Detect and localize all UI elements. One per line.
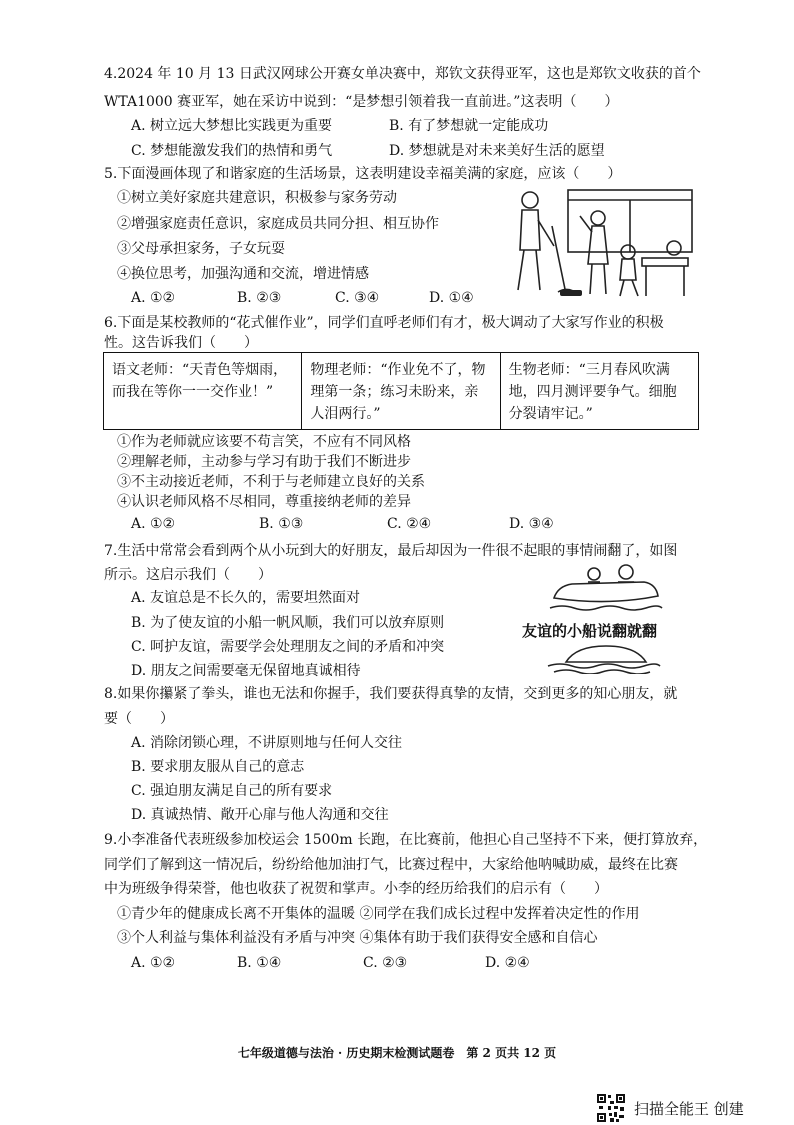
- q9-option-c: C. ②③: [363, 955, 408, 971]
- q5-option-a: A. ①②: [131, 290, 176, 306]
- q9-option-b: B. ①④: [237, 955, 282, 971]
- q7-stem-line2: 所示。这启示我们（ ）: [104, 567, 272, 583]
- q7-option-b: B. 为了使友谊的小船一帆风顺，我们可以放弃原则: [131, 615, 445, 631]
- q6-cell-chinese-teacher: 语文老师：“天青色等烟雨，而我在等你一一交作业！”: [112, 362, 288, 400]
- q5-statement-1: ①树立美好家庭共建意识，积极参与家务劳动: [117, 190, 397, 206]
- q5-statement-2: ②增强家庭责任意识，家庭成员共同分担、相互协作: [117, 216, 439, 232]
- q7-boat-caption: 友谊的小船说翻就翻: [522, 622, 658, 640]
- q7-stem-line1: 7.生活中常常会看到两个从小玩到大的好朋友，最后却因为一件很不起眼的事情闹翻了，如图: [104, 543, 678, 559]
- page-footer: 七年级道德与法治 · 历史期末检测试题卷 第 2 页共 12 页: [237, 1046, 557, 1060]
- qr-code-icon: [596, 1093, 626, 1123]
- q4-stem-line2: WTA1000 赛亚军，她在采访中说到：“是梦想引领着我一直前进。”这表明（ ）: [104, 94, 619, 110]
- q9-statements-3-4: ③个人利益与集体利益没有矛盾与冲突 ④集体有助于我们获得安全感和自信心: [117, 930, 598, 946]
- q6-cell-physics-teacher: 物理老师：“作业免不了，物理第一条；练习未盼来，亲人泪两行。”: [301, 353, 499, 429]
- q5-statement-4: ④换位思考，加强沟通和交流，增进情感: [117, 266, 369, 282]
- q6-statement-3: ③不主动接近老师，不利于与老师建立良好的关系: [117, 474, 425, 490]
- q5-statement-3: ③父母承担家务，子女玩耍: [117, 241, 285, 257]
- q6-statement-1: ①作为老师就应该要不苟言笑，不应有不同风格: [117, 434, 411, 450]
- q6-option-d: D. ③④: [509, 516, 554, 532]
- q6-stem-line2: 性。这告诉我们（ ）: [104, 335, 258, 351]
- q4-option-b: B. 有了梦想就一定能成功: [389, 118, 549, 134]
- q6-option-c: C. ②④: [387, 516, 432, 532]
- q7-option-c: C. 呵护友谊，需要学会处理朋友之间的矛盾和冲突: [131, 639, 445, 655]
- q4-options-row1: [131, 116, 548, 136]
- q6-stem-line1: 6.下面是某校教师的“花式催作业”，同学们直呼老师们有才，极大调动了大家写作业的积极: [104, 315, 664, 331]
- q9-option-a: A. ①②: [131, 955, 176, 971]
- q8-stem-line1: 8.如果你攥紧了拳头，谁也无法和你握手，我们要获得真挚的友情，交到更多的知心朋友，就: [104, 686, 678, 702]
- q8-stem-line2: 要（ ）: [104, 711, 174, 727]
- scanner-label: 扫描全能王 创建: [634, 1099, 744, 1118]
- q8-option-a: A. 消除闭锁心理，不讲原则地与任何人交往: [131, 735, 403, 751]
- q6-option-a: A. ①②: [131, 516, 176, 532]
- q4-option-c: C. 梦想能激发我们的热情和勇气: [131, 143, 333, 159]
- q8-option-d: D. 真诚热情、敞开心扉与他人沟通和交往: [131, 807, 389, 823]
- q4-option-d: D. 梦想就是对未来美好生活的愿望: [389, 143, 605, 159]
- q7-option-a: A. 友谊总是不长久的，需要坦然面对: [131, 590, 361, 606]
- q6-option-b: B. ①③: [259, 516, 304, 532]
- q5-stem: 5.下面漫画体现了和谐家庭的生活场景，这表明建设幸福美满的家庭，应该（ ）: [104, 166, 622, 182]
- q9-stem-line2: 同学们了解到这一情况后，纷纷给他加油打气，比赛过程中，大家给他呐喊助威，最终在比赛: [104, 857, 678, 873]
- q9-statements-1-2: ①青少年的健康成长离不开集体的温暖 ②同学在我们成长过程中发挥着决定性的作用: [117, 906, 640, 922]
- q5-option-d: D. ①④: [429, 290, 474, 306]
- friendship-boat-upright-illustration: [548, 560, 664, 616]
- q9-option-d: D. ②④: [485, 955, 530, 971]
- q9-options: [131, 953, 530, 973]
- q5-option-c: C. ③④: [335, 290, 380, 306]
- friendship-boat-capsized-illustration: [546, 640, 662, 674]
- q4-option-a: A. 树立远大梦想比实践更为重要: [131, 118, 333, 134]
- q8-option-c: C. 强迫朋友满足自己的所有要求: [131, 783, 333, 799]
- q6-statement-2: ②理解老师，主动参与学习有助于我们不断进步: [117, 454, 411, 470]
- q6-options: [131, 514, 554, 534]
- q8-option-b: B. 要求朋友服从自己的意志: [131, 759, 305, 775]
- q4-options-row2: [131, 141, 605, 161]
- q9-stem-line1: 9.小李准备代表班级参加校运会 1500m 长跑，在比赛前，他担心自己坚持不下来，便打算放弃，: [104, 832, 708, 848]
- q5-option-b: B. ②③: [237, 290, 282, 306]
- q6-teacher-table: [103, 352, 699, 430]
- scanner-watermark: [596, 1093, 744, 1123]
- q7-option-d: D. 朋友之间需要毫无保留地真诚相待: [131, 663, 361, 679]
- q4-stem-line1: 4.2024 年 10 月 13 日武汉网球公开赛女单决赛中，郑钦文获得亚军，这也是郑钦文收获的首个: [104, 66, 701, 82]
- family-housework-illustration: [492, 186, 696, 304]
- q5-options: [131, 288, 474, 308]
- q6-statement-4: ④认识老师风格不尽相同，尊重接纳老师的差异: [117, 494, 411, 510]
- q9-stem-line3: 中为班级争得荣誉，他也收获了祝贺和掌声。小李的经历给我们的启示有（ ）: [104, 881, 608, 897]
- q6-cell-biology-teacher: 生物老师：“三月春风吹满地，四月测评要争气。细胞分裂请牢记。”: [500, 353, 698, 429]
